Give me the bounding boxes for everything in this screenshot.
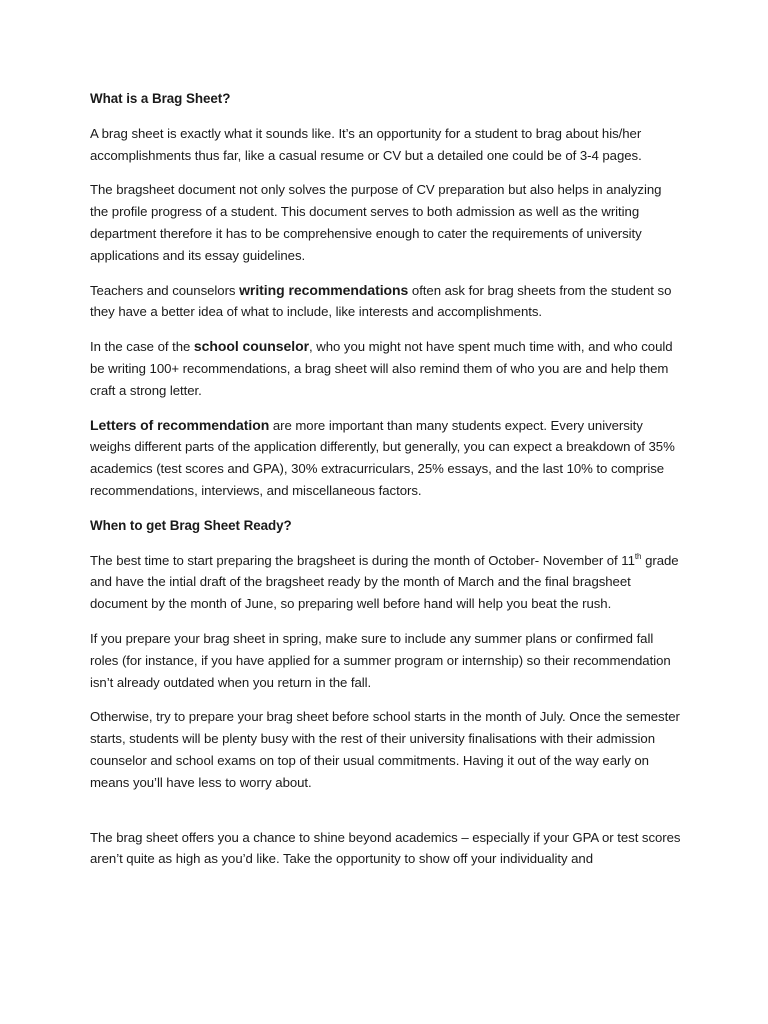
text-run: The best time to start preparing the bragsheet is during the month of October- November of 11	[90, 552, 635, 568]
bold-writing-recommendations: writing recommendations	[239, 281, 409, 298]
superscript-th: th	[634, 551, 642, 561]
paragraph-spring-preparation: If you prepare your brag sheet in spring, make sure to include any summer plans or confirmed fall roles (for instance, if you have applied for a summer program or internship) so their recommendation isn’t already outdated when you return in the fall.	[90, 630, 671, 690]
text-run: grade and have the intial draft of the bragsheet ready by the month of March and the final bragsheet document by the month of June, so preparing well before hand will help you beat the rush.	[90, 552, 679, 612]
bold-school-counselor: school counselor	[193, 338, 310, 355]
text-run: Teachers and counselors	[90, 282, 240, 298]
heading-what-is-brag-sheet: What is a Brag Sheet?	[90, 91, 231, 106]
paragraph-letters-of-recommendation	[90, 415, 682, 502]
paragraph-shine-beyond-academics: The brag sheet offers you a chance to shine beyond academics – especially if your GPA or test scores aren’t quite as high as you’d like. Take the opportunity to show off your individuality and	[90, 829, 681, 867]
paragraph-teachers-counselors	[90, 280, 682, 324]
text-run: , who you might not have spent much time with, and who could be writing 100+ recommendations, a brag sheet will also remind them of who you are and help them craft a strong letter.	[90, 339, 673, 398]
paragraph-best-time	[90, 550, 682, 615]
text-run: In the case of the	[90, 339, 194, 355]
paragraph-definition: A brag sheet is exactly what it sounds like. It’s an opportunity for a student to brag about his/her accomplishments thus far, like a casual resume or CV but a detailed one could be of 3-4 pages.	[90, 125, 642, 163]
text-run: often ask for brag sheets from the student so they have a better idea of what to include, like interests and accomplishments.	[90, 282, 672, 320]
document-body	[90, 88, 682, 883]
bold-letters-of-recommendation: Letters of recommendation	[90, 416, 270, 433]
paragraph-before-school-starts: Otherwise, try to prepare your brag sheet before school starts in the month of July. Once the semester starts, students will be plenty busy with the rest of their university finalisations with their admission counselor and school exams on top of their usual commitments. Having it out of the way early on means you’ll have less to worry about.	[90, 709, 680, 790]
text-run: are more important than many students expect. Every university weighs different parts of the application differently, but generally, you can expect a breakdown of 35% academics (test scores and GPA), 30% extracurriculars, 25% essays, and the last 10% to comprise recommendations, interviews, and miscellaneous factors.	[90, 417, 675, 498]
paragraph-school-counselor	[90, 336, 682, 401]
heading-when-to-get-ready: When to get Brag Sheet Ready?	[90, 517, 292, 533]
blank-line	[90, 807, 682, 827]
paragraph-document-purpose: The bragsheet document not only solves the purpose of CV preparation but also helps in analyzing the profile progress of a student. This document serves to both admission as well as the writing department therefore it has to be comprehensive enough to cater the requirements of university applications and its essay guidelines.	[90, 182, 662, 263]
